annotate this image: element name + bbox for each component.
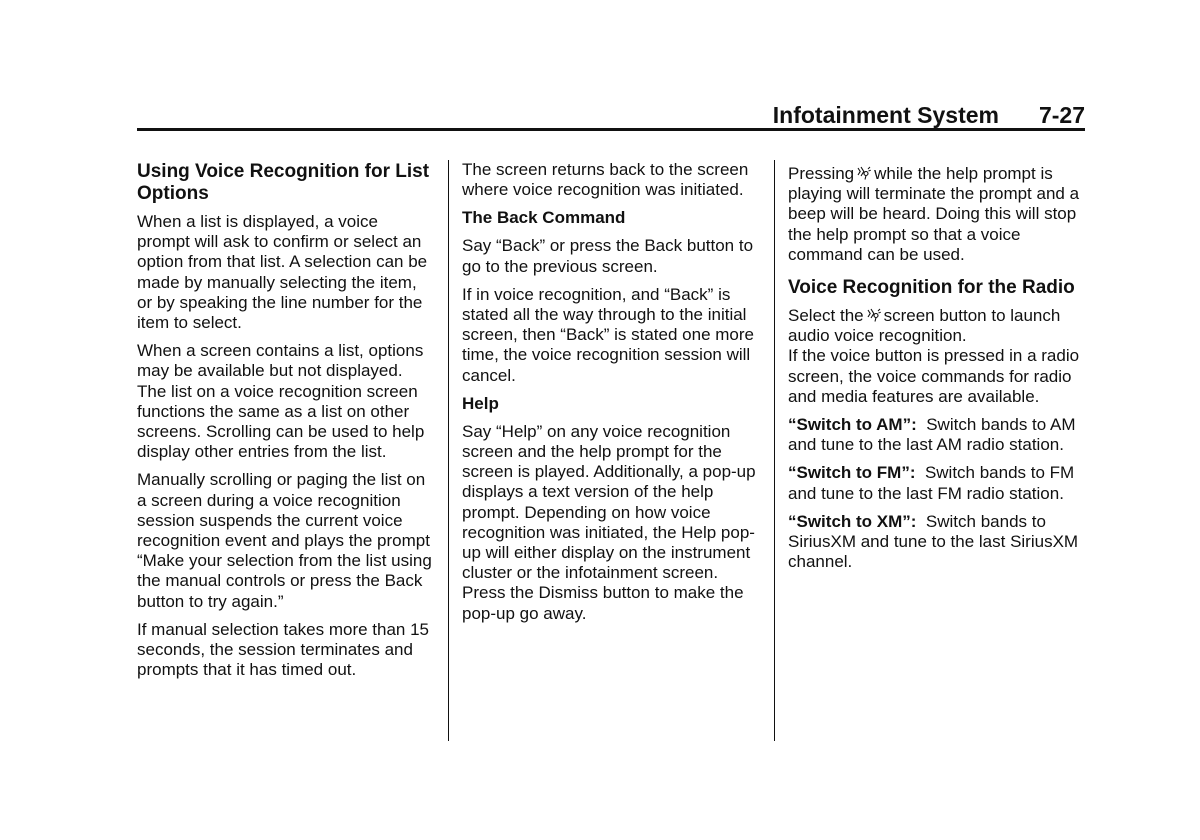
paragraph: Manually scrolling or paging the list on a screen during a voice recognition session suspends the current voice recognition event and plays the prompt “Make your selection from the list using the manual controls or press the Back button to try again.” xyxy=(137,470,432,611)
column-1 xyxy=(137,160,435,688)
section-title: Infotainment System xyxy=(772,102,999,128)
help-heading: Help xyxy=(462,393,499,413)
select-text: Select the xyxy=(788,306,864,326)
paragraph: Say “Back” or press the Back button to go to the previous screen. xyxy=(462,236,754,276)
page-header xyxy=(137,100,1085,130)
column-2 xyxy=(462,160,762,632)
command-xm xyxy=(788,512,1088,573)
paragraph: When a list is displayed, a voice prompt will ask to confirm or select an option from that list. A selection can be made by manually selecting the item, or by speaking the line number for the item to select. xyxy=(137,212,428,333)
column-3 xyxy=(788,160,1088,580)
command-text: Switch bands to AM and tune to the last AM radio station. xyxy=(788,415,1076,455)
paragraph: When a screen contains a list, options may be available but not displayed. The list on a voice recognition screen functions the same as a list on other screens. Scrolling can be used to help display other entries from the list. xyxy=(137,341,425,462)
voice-recognition-icon xyxy=(856,165,871,181)
command-fm xyxy=(788,463,1088,503)
pressing-text: Pressing xyxy=(788,164,855,183)
radio-heading: Voice Recognition for the Radio xyxy=(788,277,1075,299)
command-am xyxy=(788,415,1088,455)
paragraph xyxy=(788,306,1088,346)
voice-recognition-icon xyxy=(866,307,881,323)
command-text: Switch bands to SiriusXM and tune to the last SiriusXM channel. xyxy=(788,511,1079,572)
paragraph: If the voice button is pressed in a radio screen, the voice commands for radio and media features are available. xyxy=(788,346,1080,406)
column-divider-1 xyxy=(448,160,449,741)
header-rule xyxy=(137,128,1085,131)
paragraph: Say “Help” on any voice recognition screen and the help prompt for the screen is played. Additionally, a pop-up displays a text version of the help prompt. Depending on how voice recognition was initiated, the Help pop-up will either display on the instrument cluster or the infotainment screen. Press the Dismiss button to make the pop-up go away. xyxy=(462,421,756,623)
pressing-rest-text: while the help prompt is playing will terminate the prompt and a beep will be heard. Doing this will stop the help prompt so that a voice command can be used. xyxy=(788,164,1080,264)
paragraph: If manual selection takes more than 15 seconds, the session terminates and prompts that it has timed out. xyxy=(137,619,429,680)
command-text: Switch bands to FM and tune to the last FM radio station. xyxy=(788,463,1075,503)
list-options-heading: Using Voice Recognition for List Options xyxy=(137,161,430,204)
paragraph: If in voice recognition, and “Back” is stated all the way through to the initial screen, then “Back” is stated one more time, the voice recognition session will cancel. xyxy=(462,284,754,385)
command-label: “Switch to FM”: xyxy=(788,463,916,483)
column-divider-2 xyxy=(774,160,775,741)
command-label: “Switch to AM”: xyxy=(788,415,917,435)
paragraph xyxy=(788,164,1088,265)
select-rest-text: screen button to launch audio voice recognition. xyxy=(788,306,1061,346)
paragraph: The screen returns back to the screen where voice recognition was initiated. xyxy=(462,160,749,200)
command-label: “Switch to XM”: xyxy=(788,511,917,531)
back-command-heading: The Back Command xyxy=(462,208,626,228)
page-number: 7-27 xyxy=(1038,102,1085,128)
